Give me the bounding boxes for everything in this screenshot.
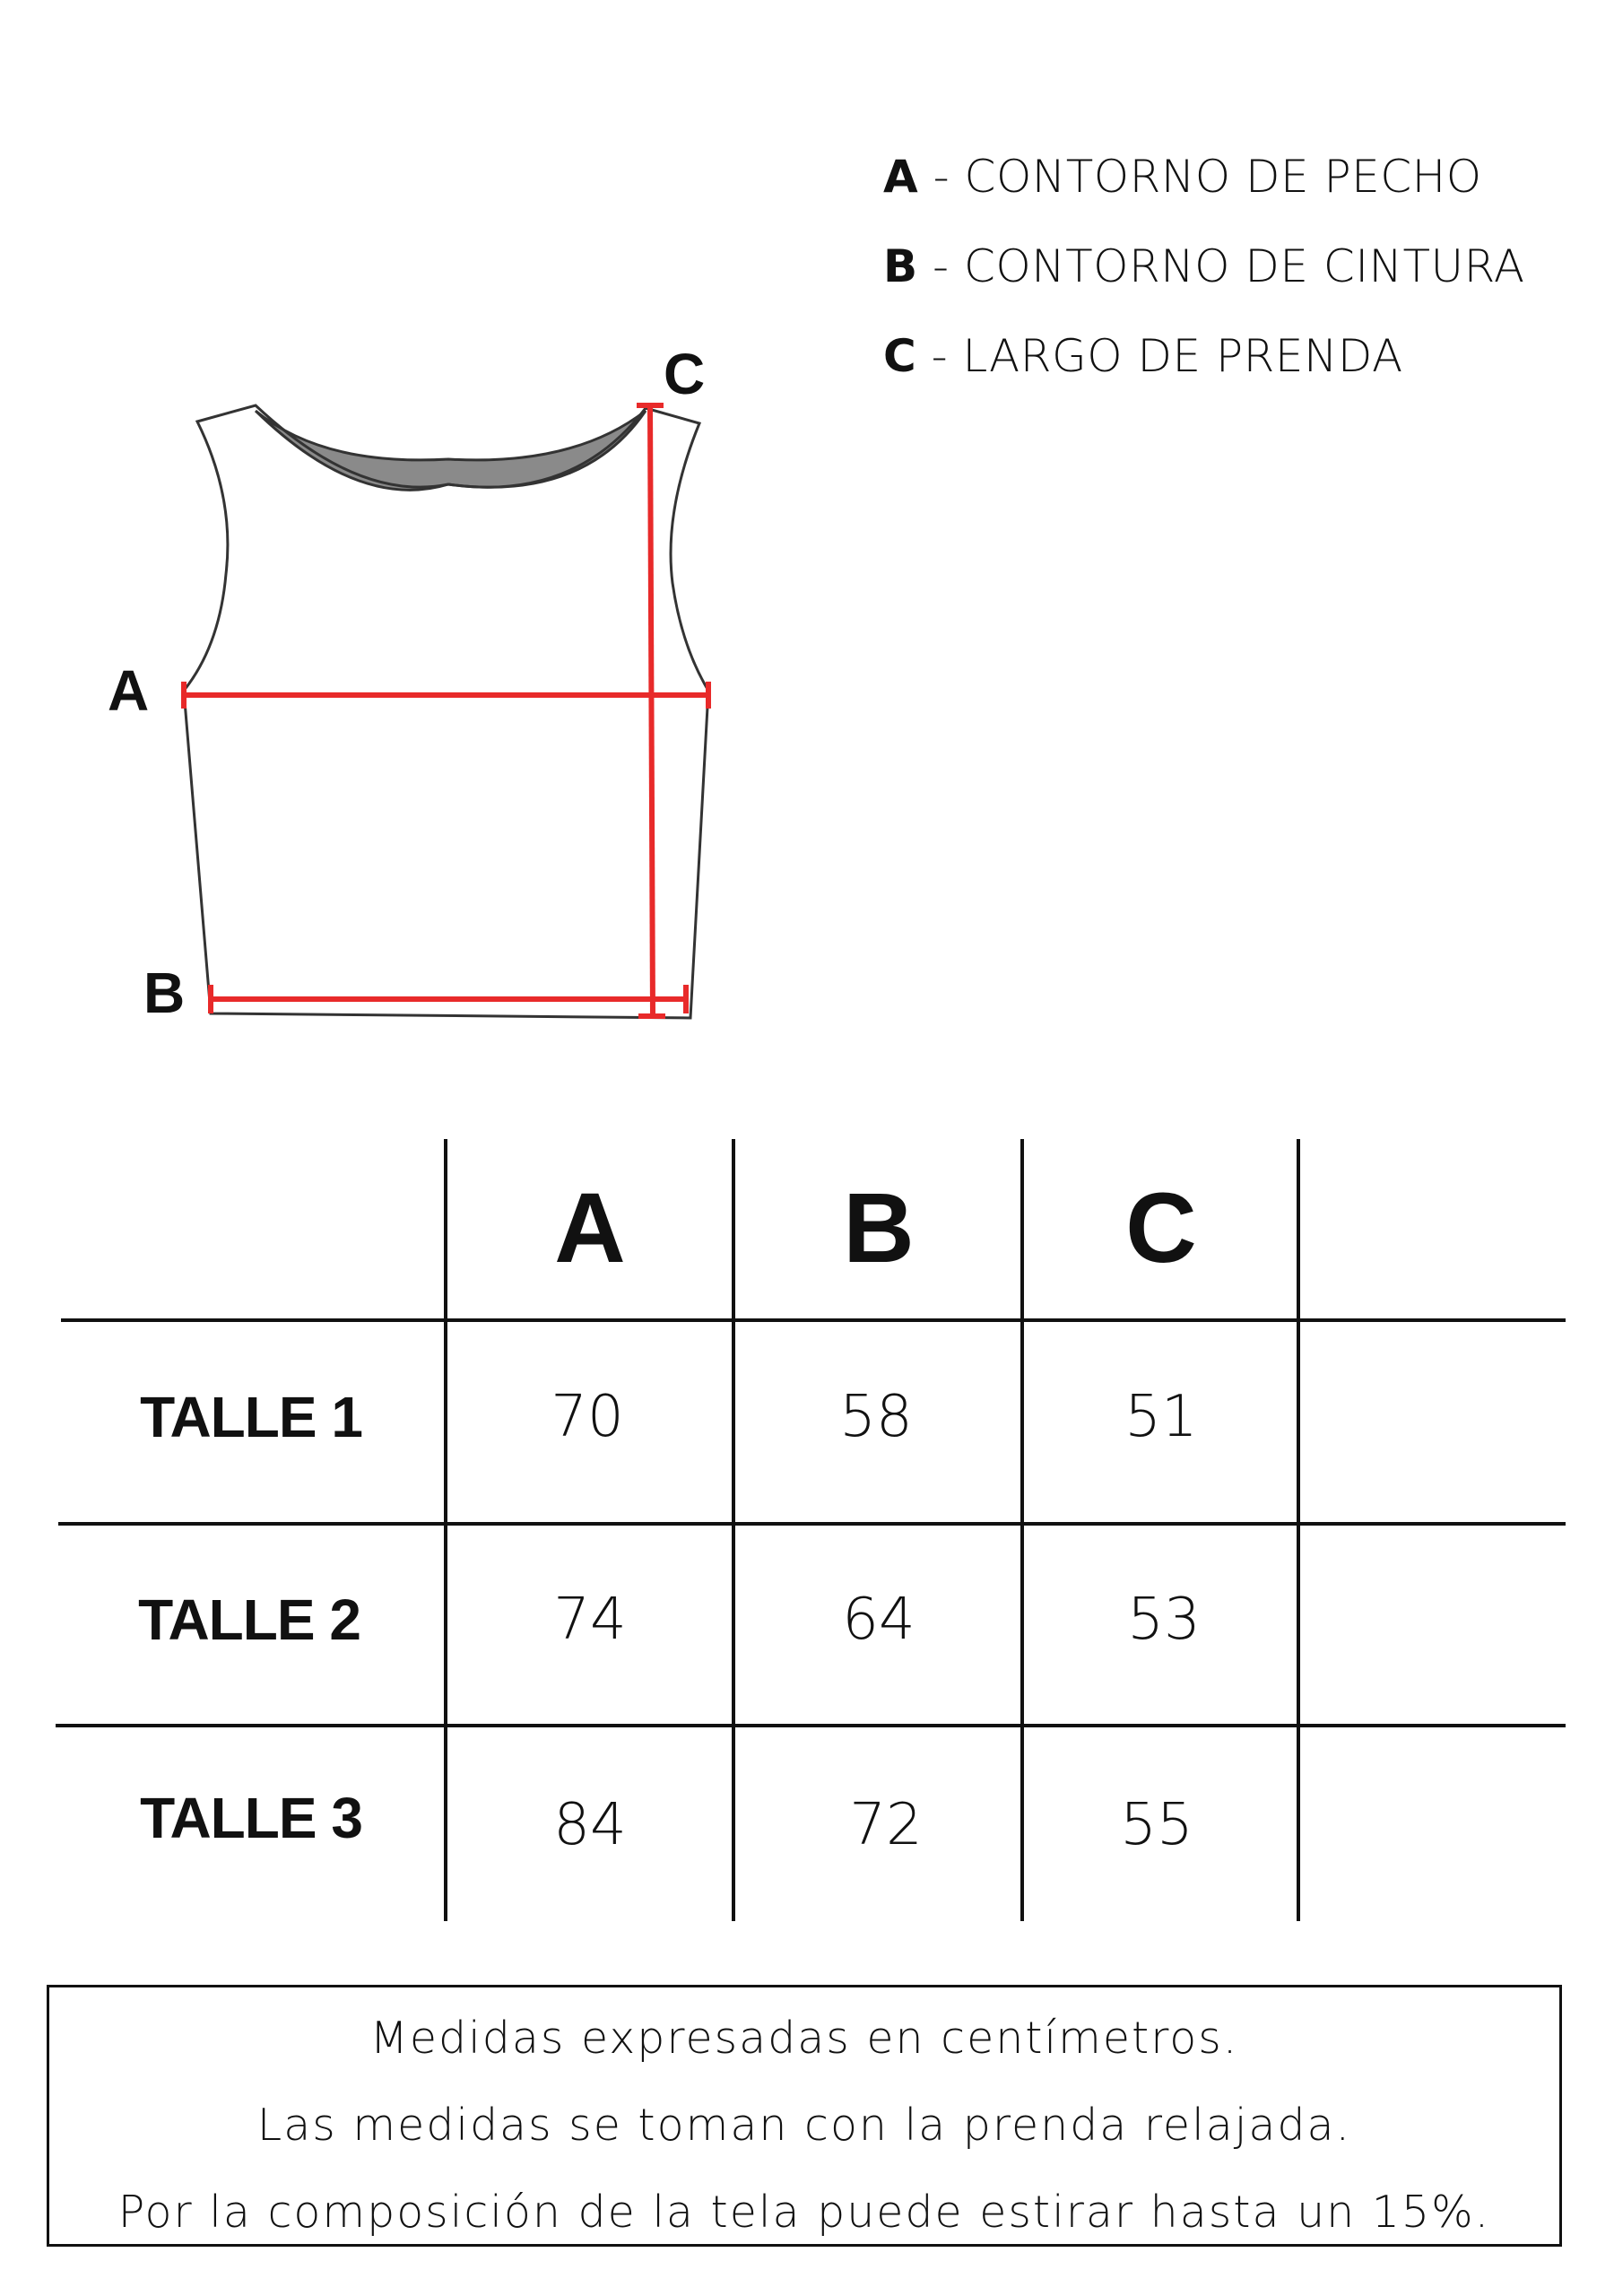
table-cell: 58 <box>839 1384 913 1450</box>
column-header-a: A <box>554 1173 626 1283</box>
diagram-label-b: B <box>143 961 186 1025</box>
notes-box <box>47 1985 1562 2247</box>
diagram-label-a: A <box>108 658 150 723</box>
legend-key: B <box>883 240 918 292</box>
table-cell: 70 <box>551 1384 624 1450</box>
table-divider <box>58 1522 1566 1526</box>
table-divider <box>56 1724 1566 1727</box>
legend-text: - LARGO DE PRENDA <box>916 330 1403 382</box>
legend-key: C <box>883 330 917 382</box>
legend-key: A <box>883 151 919 203</box>
row-header-talle-2: TALLE 2 <box>138 1587 360 1652</box>
garment-diagram <box>0 0 1614 1076</box>
diagram-label-c: C <box>664 342 706 406</box>
table-divider <box>732 1139 735 1921</box>
tank-top-illustration <box>0 0 1614 1076</box>
column-header-b: B <box>843 1173 915 1283</box>
column-header-c: C <box>1125 1173 1197 1283</box>
note-line: Las medidas se toman con la prenda relajada. <box>256 2100 1352 2151</box>
table-divider <box>444 1139 447 1921</box>
row-header-talle-3: TALLE 3 <box>140 1786 362 1850</box>
table-divider <box>61 1318 1566 1322</box>
note-line: Medidas expresadas en centímetros. <box>369 2013 1239 2064</box>
garment-outline <box>184 405 708 1018</box>
note-line: Por la composición de la tela puede estirar hasta un 15%. <box>117 2187 1491 2238</box>
table-cell: 55 <box>1120 1792 1193 1858</box>
table-cell: 51 <box>1124 1384 1198 1450</box>
table-cell: 64 <box>842 1587 915 1653</box>
table-divider <box>1297 1139 1300 1921</box>
table-cell: 74 <box>553 1587 627 1653</box>
table-cell: 84 <box>553 1792 627 1858</box>
table-cell: 53 <box>1127 1587 1201 1653</box>
measure-line-c <box>650 405 653 1016</box>
table-cell: 72 <box>849 1792 923 1858</box>
legend-text: - CONTORNO DE CINTURA <box>917 240 1525 292</box>
row-header-talle-1: TALLE 1 <box>140 1385 362 1449</box>
legend-text: - CONTORNO DE PECHO <box>918 151 1482 203</box>
